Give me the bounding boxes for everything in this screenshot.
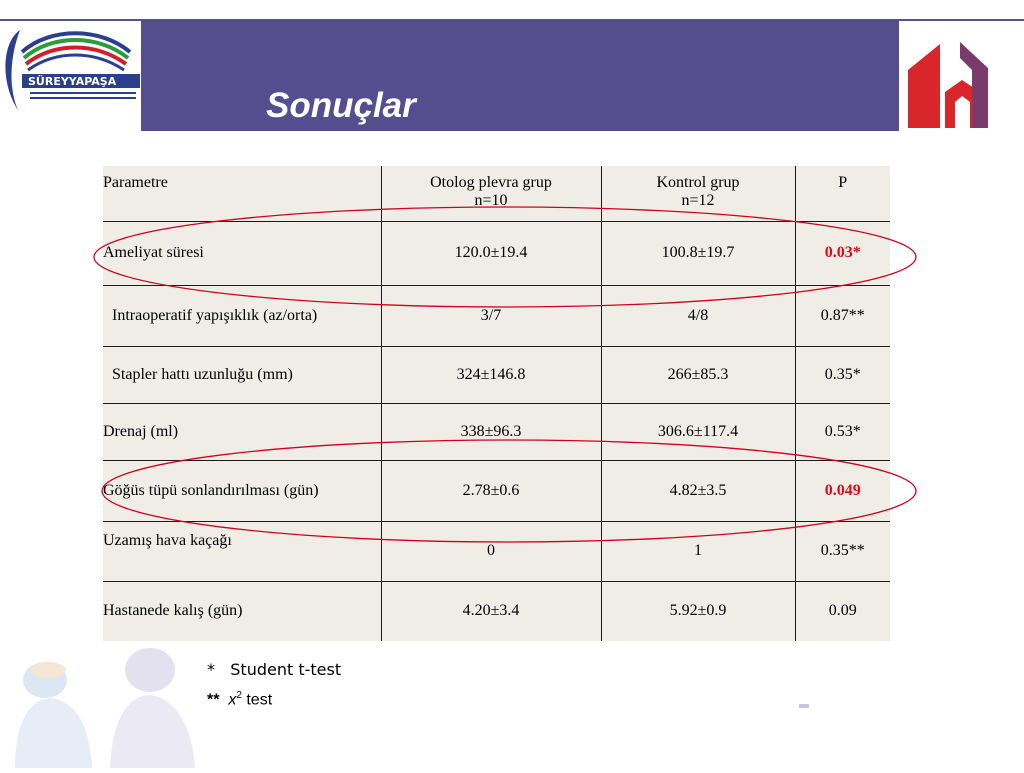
table-row [103,221,890,285]
table-row [103,403,890,460]
cell-otolog: 338±96.3 [381,403,601,460]
page-title: Sonuçlar [266,86,416,125]
cell-kontrol: 266±85.3 [601,346,795,403]
results-table [103,166,890,641]
cell-kontrol: 5.92±0.9 [601,581,795,641]
table-row [103,581,890,641]
table-header-row [103,166,890,221]
cell-otolog: 324±146.8 [381,346,601,403]
cell-otolog: 120.0±19.4 [381,221,601,285]
cell-p-significant: 0.03* [795,221,890,285]
table-row [103,460,890,521]
cell-param: Intraoperatif yapışıklık (az/orta) [103,285,381,346]
cell-kontrol: 100.8±19.7 [601,221,795,285]
cell-kontrol: 306.6±117.4 [601,403,795,460]
cell-p: 0.35* [795,346,890,403]
table-row [103,346,890,403]
cell-param: Hastanede kalış (gün) [103,602,243,620]
cell-p: 0.35** [795,521,890,581]
header-kontrol: Kontrol grup n=12 [601,166,795,221]
header-otolog: Otolog plevra grup n=10 [381,166,601,221]
cell-param: Uzamış hava kaçağı [103,521,381,581]
cell-p: 0.53* [795,403,890,460]
cell-otolog: 2.78±0.6 [381,460,601,521]
hospital-logo [900,30,1010,130]
cell-param: Ameliyat süresi [103,221,381,285]
cell-otolog: 4.20±3.4 [381,581,601,641]
cell-param: Drenaj (ml) [103,403,381,460]
cell-kontrol: 4/8 [601,285,795,346]
header-parametre: Parametre [103,166,381,221]
cell-p-significant: 0.049 [795,460,890,521]
cell-param: Göğüs tüpü sonlandırılması (gün) [103,460,381,521]
cell-kontrol: 4.82±3.5 [601,460,795,521]
cell-otolog: 0 [381,521,601,581]
table-row [103,521,890,581]
header-p: P [795,166,890,221]
table-row [103,285,890,346]
logo-text: SÜREYYAPAŞA [28,75,117,88]
cell-otolog: 3/7 [381,285,601,346]
cell-p: 0.09 [795,581,890,641]
sureyyapasa-logo [0,22,140,132]
cell-p: 0.87** [795,285,890,346]
title-banner [141,21,899,131]
decorative-dash [799,704,809,708]
surgeons-watermark [0,640,200,768]
footnote-chi-square: ** $x^2$ test [207,690,273,709]
cell-kontrol: 1 [601,521,795,581]
cell-param: Stapler hattı uzunluğu (mm) [103,346,381,403]
footnote-t-test: * Student t-test [207,660,342,679]
